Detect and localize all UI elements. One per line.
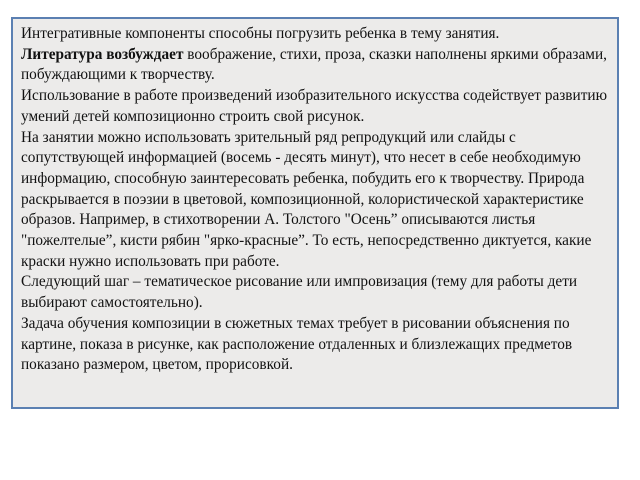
paragraph-bold-lead: Литература возбуждает [21,45,184,63]
paragraph-text: воображение, стихи, проза, сказки наполнены яркими образами, побуждающими к творчеству. [21,45,607,84]
paragraph-text: Следующий шаг – тематическое рисование или импровизация (тему для работы дети выбирают самостоятельно). [21,273,578,312]
paragraph-text: Интегративные компоненты способны погрузить ребенка в тему занятия. [21,25,500,42]
paragraph-visual-series [21,128,610,273]
paragraph-fine-art [21,86,610,127]
slide-text-box [11,17,619,409]
paragraph-text: Задача обучения композиции в сюжетных темах требует в рисовании объяснения по картине, показа в рисунке, как расположение отдаленных и близлежащих предметов показано размером, цветом, прорисовкой. [21,314,573,374]
paragraph-integrative-components [21,24,610,45]
paragraph-text: Использование в работе произведений изобразительного искусства содействует развитию умений детей композиционно строить свой рисунок. [21,87,608,125]
paragraph-next-step [21,272,610,313]
paragraph-text: На занятии можно использовать зрительный ряд репродукций или слайды с сопутствующей информацией (восемь - десять минут), что несет в себе необходимую информацию, способную заинтересовать ребенка, побудить его к творчеству. Природа раскрывается в поэзии в цветовой, композиционной, колористической характеристике образов. Например, в стихотворении А. Толстого "Осень” описываются листья "пожелтелые”, кисти рябин "ярко-красные”. То есть, непосредственно диктуется, какие краски нужно использовать при работе. [21,128,592,270]
paragraph-composition-task [21,314,610,376]
paragraph-literature [21,45,610,86]
